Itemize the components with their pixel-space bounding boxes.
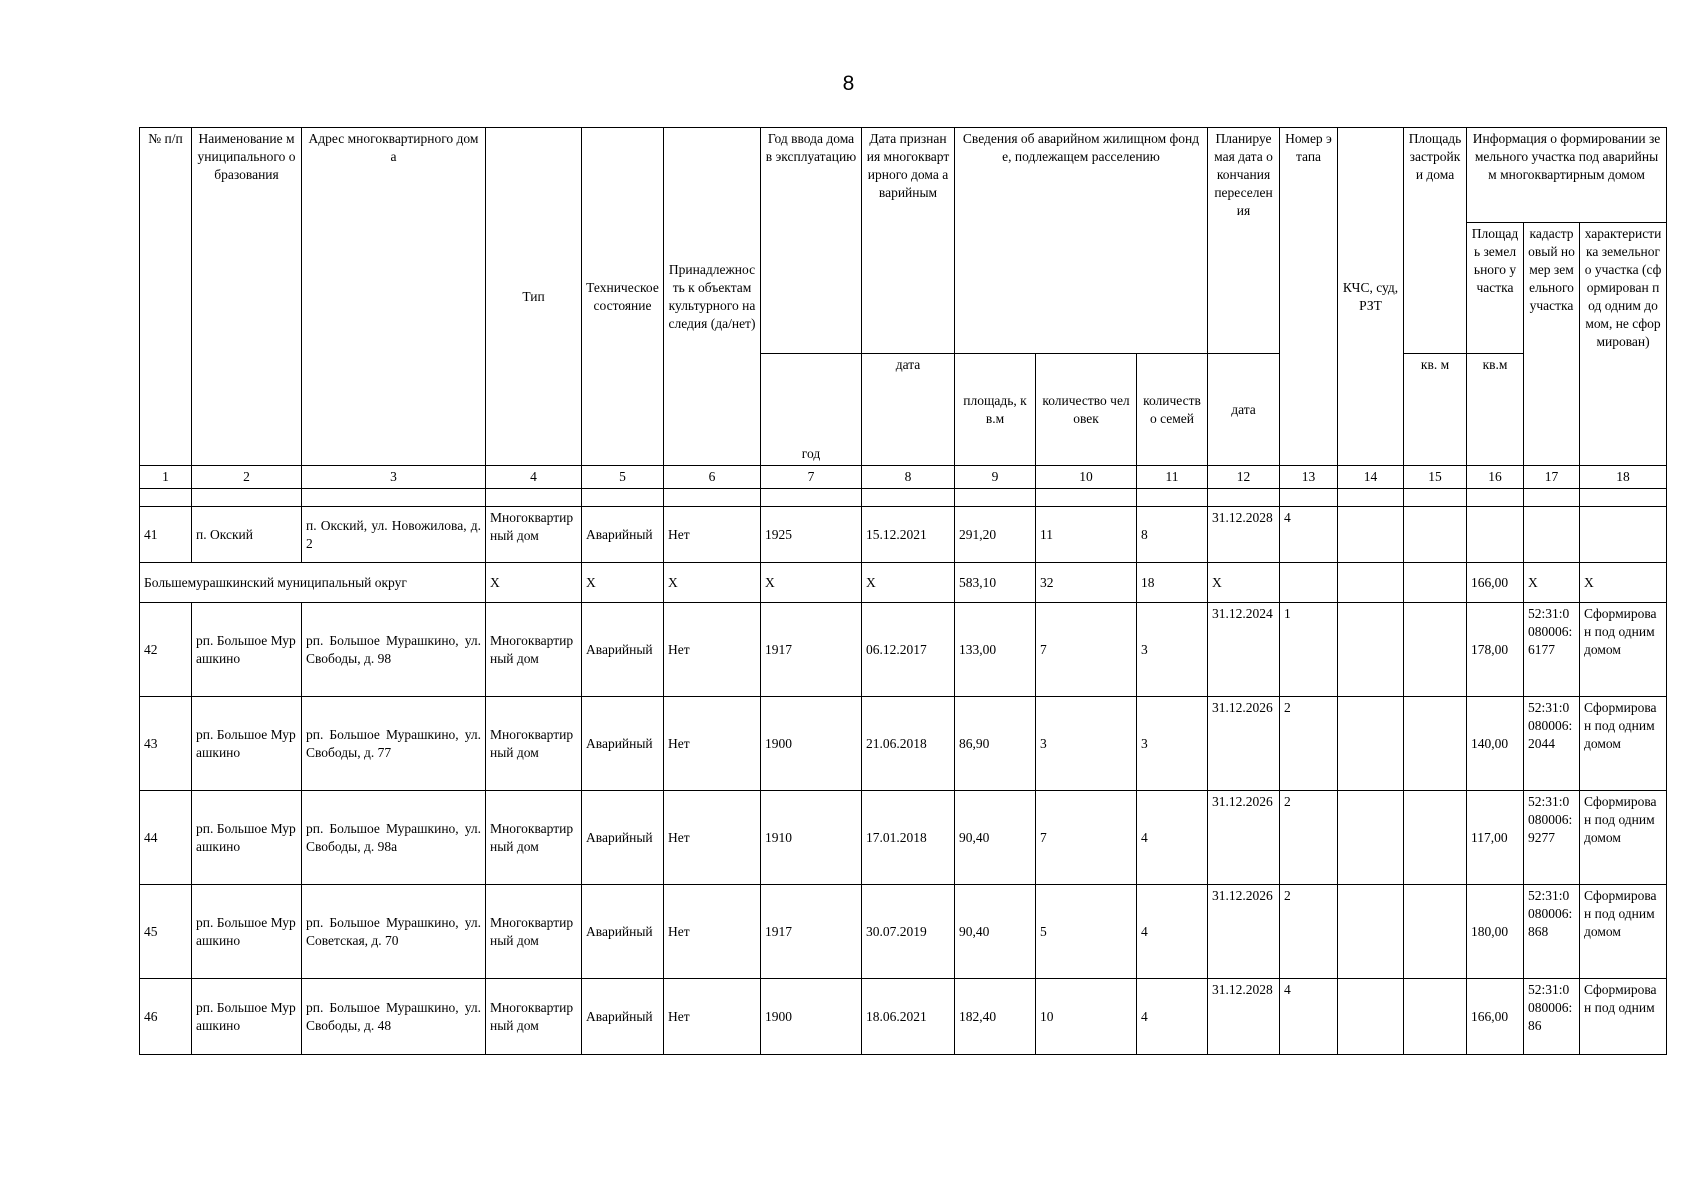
- land-area-cell: 117,00: [1467, 791, 1524, 885]
- year-cell: 1900: [761, 979, 862, 1055]
- header-emergency-fund: Сведения об аварийном жилищном фонде, подлежащем расселению: [955, 128, 1208, 354]
- table-row: [140, 507, 1667, 563]
- families-cell: 3: [1137, 603, 1208, 697]
- area-cell: 86,90: [955, 697, 1036, 791]
- year-cell: X: [761, 563, 862, 603]
- land-character-cell: Сформирован под одним: [1580, 979, 1667, 1055]
- build-area-cell: [1404, 507, 1467, 563]
- land-character-cell: Сформирован под одним домом: [1580, 697, 1667, 791]
- date-cell: 17.01.2018: [862, 791, 955, 885]
- municipality-cell: рп. Большое Мурашкино: [192, 885, 302, 979]
- kchs-cell: [1338, 885, 1404, 979]
- heritage-cell: Нет: [664, 507, 761, 563]
- address-cell: рп. Большое Мурашкино, ул. Свободы, д. 98: [302, 603, 486, 697]
- address-cell: п. Окский, ул. Новожилова, д. 2: [302, 507, 486, 563]
- state-cell: Аварийный: [582, 697, 664, 791]
- column-number: 16: [1467, 466, 1524, 489]
- stage-cell: 1: [1280, 603, 1338, 697]
- header-stage: Номер этапа: [1280, 128, 1338, 466]
- kchs-cell: [1338, 791, 1404, 885]
- date-cell: 06.12.2017: [862, 603, 955, 697]
- build-area-cell: [1404, 979, 1467, 1055]
- state-cell: Аварийный: [582, 979, 664, 1055]
- state-cell: Аварийный: [582, 507, 664, 563]
- table-row: [140, 885, 1667, 979]
- emergency-housing-table: [139, 127, 1667, 1055]
- municipality-cell: рп. Большое Мурашкино: [192, 791, 302, 885]
- column-number: 15: [1404, 466, 1467, 489]
- year-cell: 1917: [761, 603, 862, 697]
- families-cell: 4: [1137, 885, 1208, 979]
- row-number: 43: [140, 697, 192, 791]
- table-row: [140, 791, 1667, 885]
- kchs-cell: [1338, 603, 1404, 697]
- header-recognition-date: Дата признания многоквартирного дома аварийным: [862, 128, 955, 354]
- column-number: 17: [1524, 466, 1580, 489]
- table-row: [140, 979, 1667, 1055]
- plan-date-cell: 31.12.2026: [1208, 697, 1280, 791]
- cadastre-cell: X: [1524, 563, 1580, 603]
- header-municipality: Наименование муниципального образования: [192, 128, 302, 466]
- header-date-sub: дата: [862, 354, 955, 466]
- header-year-sub: год: [761, 354, 862, 466]
- families-cell: 4: [1137, 979, 1208, 1055]
- heritage-cell: Нет: [664, 603, 761, 697]
- land-character-cell: Сформирован под одним домом: [1580, 885, 1667, 979]
- header-land-info: Информация о формировании земельного участка под аварийным многоквартирным домом: [1467, 128, 1667, 223]
- type-cell: Многоквартирный дом: [486, 885, 582, 979]
- address-cell: рп. Большое Мурашкино, ул. Советская, д. 70: [302, 885, 486, 979]
- people-cell: 5: [1036, 885, 1137, 979]
- subtotal-label: Большемурашкинский муниципальный округ: [140, 563, 486, 603]
- header-build-area-sub: кв. м: [1404, 354, 1467, 466]
- type-cell: X: [486, 563, 582, 603]
- column-number: 10: [1036, 466, 1137, 489]
- row-number: 44: [140, 791, 192, 885]
- header-families-sub: количество семей: [1137, 354, 1208, 466]
- row-number: 46: [140, 979, 192, 1055]
- address-cell: рп. Большое Мурашкино, ул. Свободы, д. 48: [302, 979, 486, 1055]
- row-number: 42: [140, 603, 192, 697]
- date-cell: X: [862, 563, 955, 603]
- families-cell: 3: [1137, 697, 1208, 791]
- land-area-cell: 178,00: [1467, 603, 1524, 697]
- year-cell: 1900: [761, 697, 862, 791]
- heritage-cell: X: [664, 563, 761, 603]
- column-number: 11: [1137, 466, 1208, 489]
- type-cell: Многоквартирный дом: [486, 697, 582, 791]
- stage-cell: [1280, 563, 1338, 603]
- spacer-row: [140, 489, 1667, 507]
- header-area-sub: площадь, кв.м: [955, 354, 1036, 466]
- build-area-cell: [1404, 885, 1467, 979]
- area-cell: 182,40: [955, 979, 1036, 1055]
- cadastre-cell: 52:31:0080006:6177: [1524, 603, 1580, 697]
- cadastre-cell: 52:31:0080006:868: [1524, 885, 1580, 979]
- row-number: 45: [140, 885, 192, 979]
- header-plan-sub: дата: [1208, 354, 1280, 466]
- build-area-cell: [1404, 697, 1467, 791]
- type-cell: Многоквартирный дом: [486, 791, 582, 885]
- municipality-cell: п. Окский: [192, 507, 302, 563]
- header-land-area: Площадь земельного участка: [1467, 223, 1524, 354]
- header-tech-state: Техническое состояние: [582, 128, 664, 466]
- column-number: 18: [1580, 466, 1667, 489]
- column-number: 7: [761, 466, 862, 489]
- column-number: 6: [664, 466, 761, 489]
- plan-date-cell: 31.12.2026: [1208, 885, 1280, 979]
- plan-date-cell: 31.12.2028: [1208, 979, 1280, 1055]
- land-area-cell: 166,00: [1467, 979, 1524, 1055]
- header-num: № п/п: [140, 128, 192, 466]
- header-land-character: характеристика земельного участка (сформирован под одним домом, не сформирован): [1580, 223, 1667, 466]
- header-planned-date: Планируемая дата окончания переселения: [1208, 128, 1280, 354]
- address-cell: рп. Большое Мурашкино, ул. Свободы, д. 98а: [302, 791, 486, 885]
- build-area-cell: [1404, 563, 1467, 603]
- people-cell: 7: [1036, 791, 1137, 885]
- kchs-cell: [1338, 507, 1404, 563]
- municipality-cell: рп. Большое Мурашкино: [192, 979, 302, 1055]
- municipality-cell: рп. Большое Мурашкино: [192, 603, 302, 697]
- land-character-cell: X: [1580, 563, 1667, 603]
- date-cell: 18.06.2021: [862, 979, 955, 1055]
- header-year: Год ввода дома в эксплуатацию: [761, 128, 862, 354]
- column-number: 3: [302, 466, 486, 489]
- header-kchs: КЧС, суд, РЗТ: [1338, 128, 1404, 466]
- cadastre-cell: 52:31:0080006:2044: [1524, 697, 1580, 791]
- year-cell: 1917: [761, 885, 862, 979]
- kchs-cell: [1338, 697, 1404, 791]
- date-cell: 21.06.2018: [862, 697, 955, 791]
- cadastre-cell: [1524, 507, 1580, 563]
- column-number: 5: [582, 466, 664, 489]
- land-area-cell: 180,00: [1467, 885, 1524, 979]
- address-cell: рп. Большое Мурашкино, ул. Свободы, д. 77: [302, 697, 486, 791]
- type-cell: Многоквартирный дом: [486, 979, 582, 1055]
- table-row: [140, 697, 1667, 791]
- column-number: 2: [192, 466, 302, 489]
- state-cell: Аварийный: [582, 603, 664, 697]
- municipality-cell: рп. Большое Мурашкино: [192, 697, 302, 791]
- people-cell: 10: [1036, 979, 1137, 1055]
- header-cadastre: кадастровый номер земельного участка: [1524, 223, 1580, 466]
- stage-cell: 2: [1280, 697, 1338, 791]
- build-area-cell: [1404, 791, 1467, 885]
- area-cell: 133,00: [955, 603, 1036, 697]
- subtotal-row: [140, 563, 1667, 603]
- plan-date-cell: 31.12.2024: [1208, 603, 1280, 697]
- stage-cell: 2: [1280, 885, 1338, 979]
- date-cell: 15.12.2021: [862, 507, 955, 563]
- heritage-cell: Нет: [664, 791, 761, 885]
- build-area-cell: [1404, 603, 1467, 697]
- families-cell: 8: [1137, 507, 1208, 563]
- header-build-area: Площадь застройки дома: [1404, 128, 1467, 354]
- area-cell: 90,40: [955, 791, 1036, 885]
- table-row: [140, 603, 1667, 697]
- year-cell: 1925: [761, 507, 862, 563]
- state-cell: X: [582, 563, 664, 603]
- area-cell: 291,20: [955, 507, 1036, 563]
- header-type: Тип: [486, 128, 582, 466]
- area-cell: 90,40: [955, 885, 1036, 979]
- plan-date-cell: 31.12.2028: [1208, 507, 1280, 563]
- plan-date-cell: 31.12.2026: [1208, 791, 1280, 885]
- stage-cell: 2: [1280, 791, 1338, 885]
- heritage-cell: Нет: [664, 979, 761, 1055]
- column-number: 14: [1338, 466, 1404, 489]
- column-number: 4: [486, 466, 582, 489]
- people-cell: 11: [1036, 507, 1137, 563]
- header-people-sub: количество человек: [1036, 354, 1137, 466]
- type-cell: Многоквартирный дом: [486, 507, 582, 563]
- date-cell: 30.07.2019: [862, 885, 955, 979]
- stage-cell: 4: [1280, 507, 1338, 563]
- state-cell: Аварийный: [582, 885, 664, 979]
- type-cell: Многоквартирный дом: [486, 603, 582, 697]
- row-number: 41: [140, 507, 192, 563]
- year-cell: 1910: [761, 791, 862, 885]
- families-cell: 18: [1137, 563, 1208, 603]
- column-number: 12: [1208, 466, 1280, 489]
- land-character-cell: Сформирован под одним домом: [1580, 603, 1667, 697]
- header-address: Адрес многоквартирного дома: [302, 128, 486, 466]
- header-land-area-sub: кв.м: [1467, 354, 1524, 466]
- table-header: [140, 128, 1667, 489]
- people-cell: 7: [1036, 603, 1137, 697]
- column-number: 1: [140, 466, 192, 489]
- state-cell: Аварийный: [582, 791, 664, 885]
- land-character-cell: Сформирован под одним домом: [1580, 791, 1667, 885]
- area-cell: 583,10: [955, 563, 1036, 603]
- kchs-cell: [1338, 563, 1404, 603]
- stage-cell: 4: [1280, 979, 1338, 1055]
- plan-date-cell: X: [1208, 563, 1280, 603]
- kchs-cell: [1338, 979, 1404, 1055]
- heritage-cell: Нет: [664, 697, 761, 791]
- page-number: 8: [842, 72, 855, 95]
- column-number: 8: [862, 466, 955, 489]
- cadastre-cell: 52:31:0080006:9277: [1524, 791, 1580, 885]
- land-area-cell: 166,00: [1467, 563, 1524, 603]
- cadastre-cell: 52:31:0080006:86: [1524, 979, 1580, 1055]
- column-number: 9: [955, 466, 1036, 489]
- people-cell: 32: [1036, 563, 1137, 603]
- people-cell: 3: [1036, 697, 1137, 791]
- families-cell: 4: [1137, 791, 1208, 885]
- heritage-cell: Нет: [664, 885, 761, 979]
- land-area-cell: 140,00: [1467, 697, 1524, 791]
- column-number: 13: [1280, 466, 1338, 489]
- land-area-cell: [1467, 507, 1524, 563]
- land-character-cell: [1580, 507, 1667, 563]
- header-heritage: Принадлежность к объектам культурного наследия (да/нет): [664, 128, 761, 466]
- column-number-row: [140, 466, 1667, 489]
